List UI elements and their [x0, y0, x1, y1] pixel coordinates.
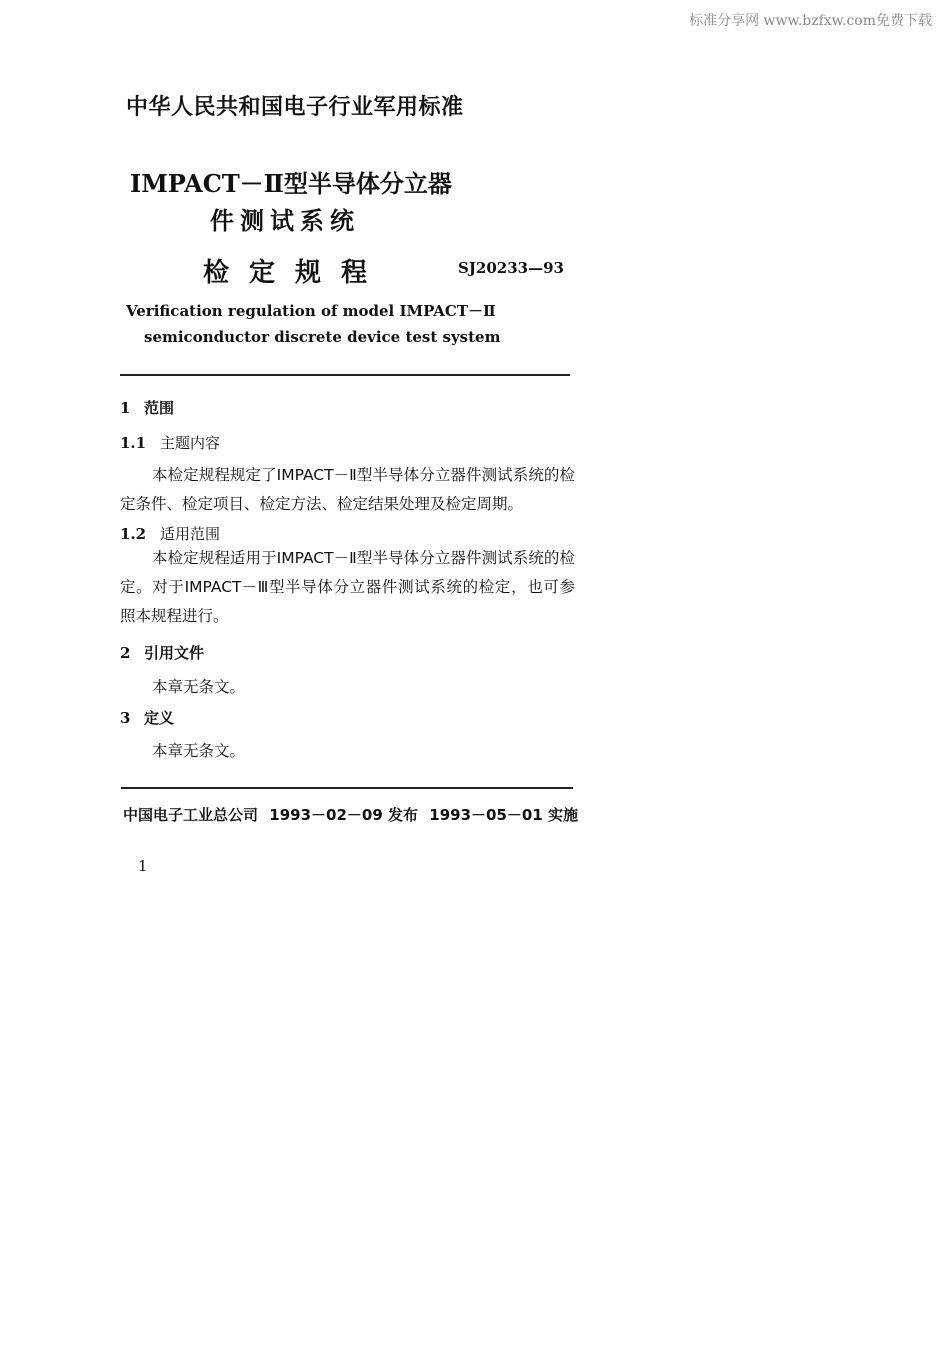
- section-title: 定义: [144, 709, 175, 727]
- section-1-heading: [120, 397, 174, 418]
- section-1-1-heading: [120, 432, 220, 453]
- section-number: 1: [120, 399, 131, 417]
- issue-date: 1993－02－09 发布: [269, 806, 418, 824]
- footer: [123, 804, 578, 825]
- section-title: 范围: [144, 399, 175, 417]
- section-number: 1.1: [120, 434, 147, 452]
- title-line-3: 检定规程: [203, 258, 388, 288]
- section-title: 主题内容: [160, 434, 221, 452]
- issuer: 中国电子工业总公司: [123, 806, 259, 824]
- section-number: 2: [120, 644, 131, 662]
- section-title: 适用范围: [160, 525, 221, 543]
- section-title: 引用文件: [144, 644, 205, 662]
- section-number: 3: [120, 709, 131, 727]
- section-1-1-text: 本检定规程规定了IMPACT－Ⅱ型半导体分立器件测试系统的检定条件、检定项目、检定方法、检定结果处理及检定周期。: [120, 466, 575, 513]
- standard-code: SJ20233—93: [458, 259, 564, 277]
- page-number: 1: [138, 857, 148, 875]
- section-2-text: 本章无条文。: [152, 678, 246, 696]
- section-3-text: 本章无条文。: [152, 742, 246, 760]
- section-1-2-heading: [120, 523, 220, 544]
- watermark: 标准分享网 www.bzfxw.com免费下载: [689, 13, 932, 29]
- section-number: 1.2: [120, 525, 147, 543]
- header-divider: [120, 374, 570, 376]
- standard-organization: 中华人民共和国电子行业军用标准: [126, 95, 464, 120]
- section-1-2-text: 本检定规程适用于IMPACT－Ⅱ型半导体分立器件测试系统的检定。对于IMPACT－Ⅲ型半导体分立器件测试系统的检定，也可参照本规程进行。: [120, 549, 575, 625]
- section-2-heading: [120, 642, 204, 663]
- footer-divider: [121, 787, 573, 789]
- english-title-line-1: Verification regulation of model IMPACT－Ⅱ: [126, 302, 496, 320]
- title-line-1: IMPACT－Ⅱ型半导体分立器: [130, 169, 452, 198]
- english-title-line-2: semiconductor discrete device test system: [144, 328, 501, 346]
- section-3-heading: [120, 707, 174, 728]
- effective-date: 1993－05－01 实施: [429, 806, 578, 824]
- title-line-2: 件测试系统: [210, 207, 360, 235]
